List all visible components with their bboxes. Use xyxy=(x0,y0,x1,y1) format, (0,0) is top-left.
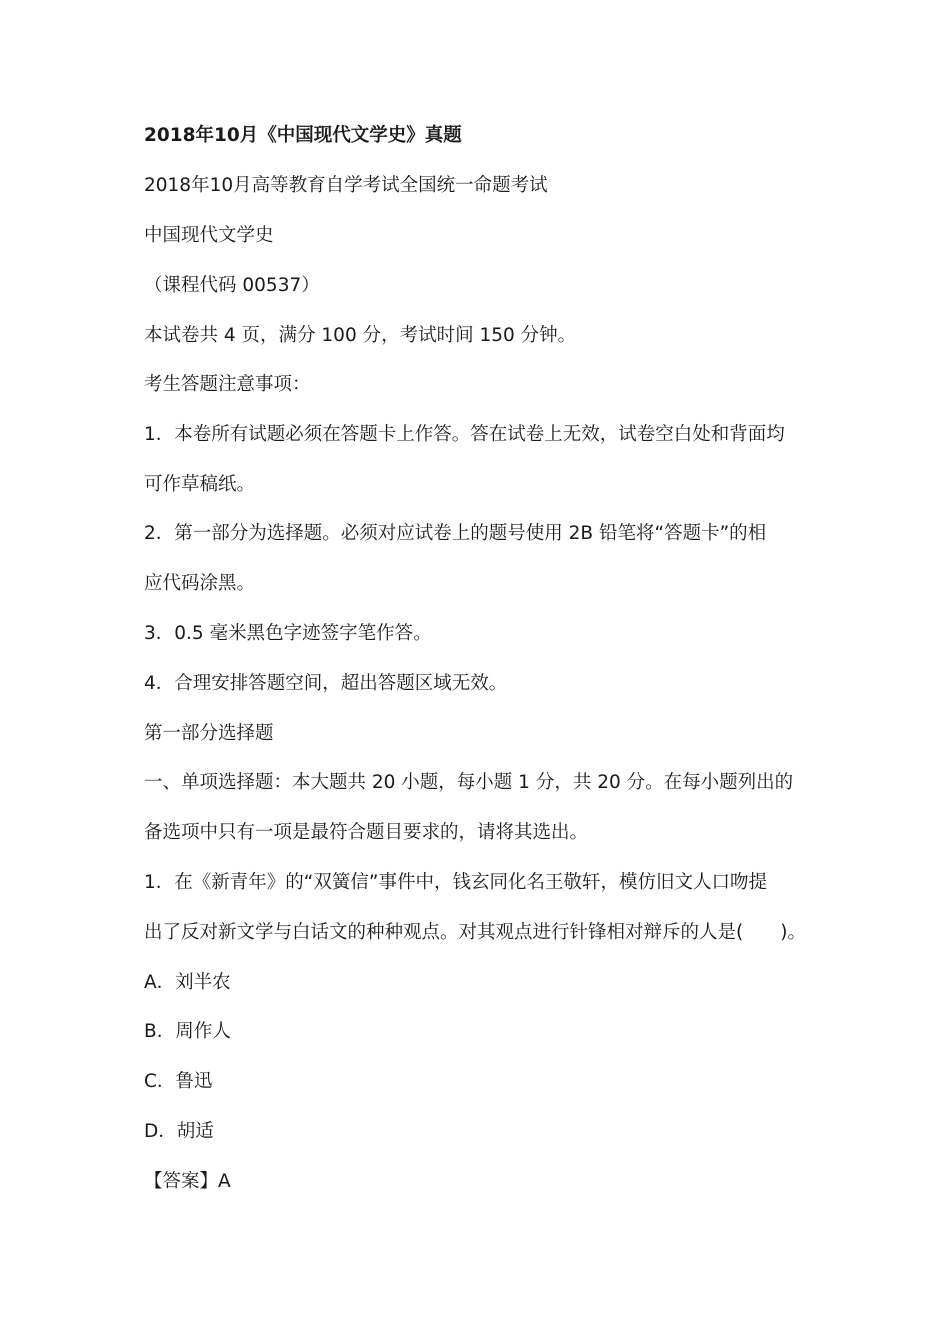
exam-subtitle: 2018年10月高等教育自学考试全国统一命题考试 xyxy=(144,175,548,196)
section-intro-line: 一、单项选择题：本大题共 20 小题，每小题 1 分，共 20 分。在每小题列出的 xyxy=(144,772,794,793)
note-line: 1．本卷所有试题必须在答题卡上作答。答在试卷上无效，试卷空白处和背面均 xyxy=(144,424,785,445)
option-c: C．鲁迅 xyxy=(144,1071,213,1092)
note-line: 4．合理安排答题空间，超出答题区域无效。 xyxy=(144,673,508,694)
answer: 【答案】A xyxy=(144,1171,231,1192)
question-text-line: 1．在《新青年》的“双簧信”事件中，钱玄同化名王敬轩，模仿旧文人口吻提 xyxy=(144,872,767,893)
option-a: A．刘半农 xyxy=(144,972,231,993)
question-text-line: 出了反对新文学与白话文的种种观点。对其观点进行针锋相对辩斥的人是( )。 xyxy=(144,922,806,943)
exam-info: 本试卷共 4 页，满分 100 分，考试时间 150 分钟。 xyxy=(144,325,577,346)
note-line: 2．第一部分为选择题。必须对应试卷上的题号使用 2B 铅笔将“答题卡”的相 xyxy=(144,523,767,544)
document-title: 2018年10月《中国现代文学史》真题 xyxy=(144,125,462,146)
option-b: B．周作人 xyxy=(144,1021,231,1042)
note-line: 应代码涂黑。 xyxy=(144,573,256,594)
section-intro-line: 备选项中只有一项是最符合题目要求的，请将其选出。 xyxy=(144,822,589,843)
option-d: D．胡适 xyxy=(144,1121,214,1142)
course-name: 中国现代文学史 xyxy=(144,225,274,246)
note-line: 可作草稿纸。 xyxy=(144,474,256,495)
note-line: 3．0.5 毫米黑色字迹签字笔作答。 xyxy=(144,623,432,644)
course-code: （课程代码 00537） xyxy=(144,275,320,296)
notes-heading: 考生答题注意事项： xyxy=(144,374,311,395)
part-heading: 第一部分选择题 xyxy=(144,723,274,744)
